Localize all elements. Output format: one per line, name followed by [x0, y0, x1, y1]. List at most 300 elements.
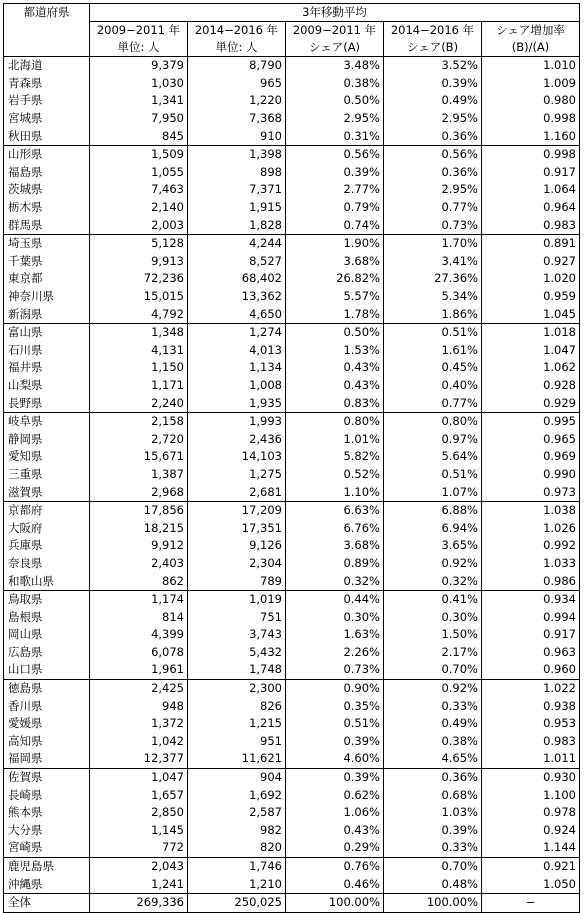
share-ratio-cell: 1.100 — [482, 786, 580, 804]
count-2009-2011-cell: 9,913 — [90, 253, 188, 271]
count-2014-2016-cell: 1,692 — [188, 786, 286, 804]
count-2014-2016-cell: 14,103 — [188, 448, 286, 466]
share-b-cell: 0.77% — [384, 394, 482, 412]
share-b-cell: 0.49% — [384, 92, 482, 110]
count-2009-2011-cell: 845 — [90, 127, 188, 145]
share-ratio-cell: 0.990 — [482, 466, 580, 484]
prefecture-cell: 宮崎県 — [4, 839, 90, 857]
share-a-cell: 5.82% — [286, 448, 384, 466]
share-a-cell: 0.79% — [286, 199, 384, 217]
table-row — [4, 750, 580, 768]
table-row — [4, 394, 580, 412]
share-b-cell: 0.70% — [384, 661, 482, 679]
prefecture-cell: 岩手県 — [4, 92, 90, 110]
count-2014-2016-cell: 982 — [188, 822, 286, 840]
share-a-cell: 26.82% — [286, 270, 384, 288]
share-a-cell: 0.39% — [286, 733, 384, 751]
share-b-cell: 1.03% — [384, 804, 482, 822]
prefecture-cell: 新潟県 — [4, 305, 90, 323]
share-ratio-cell: 1.010 — [482, 57, 580, 75]
table-row — [4, 626, 580, 644]
prefecture-cell: 青森県 — [4, 75, 90, 93]
count-2009-2011-cell: 2,240 — [90, 394, 188, 412]
share-ratio-cell: 0.980 — [482, 92, 580, 110]
share-ratio-cell: 0.960 — [482, 661, 580, 679]
table-row — [4, 145, 580, 163]
share-b-cell: 0.48% — [384, 875, 482, 893]
share-ratio-cell: 0.965 — [482, 430, 580, 448]
header-col-3-line1: 2009−2011 年 — [286, 22, 384, 40]
share-b-cell: 0.51% — [384, 323, 482, 341]
count-2014-2016-cell: 2,436 — [188, 430, 286, 448]
table-row — [4, 216, 580, 234]
count-2014-2016-cell: 8,527 — [188, 253, 286, 271]
count-2009-2011-cell: 1,055 — [90, 164, 188, 182]
count-2014-2016-cell: 1,748 — [188, 661, 286, 679]
prefecture-cell: 滋賀県 — [4, 483, 90, 501]
count-2014-2016-cell: 1,398 — [188, 145, 286, 163]
table-row — [4, 715, 580, 733]
count-2009-2011-cell: 2,158 — [90, 412, 188, 430]
prefecture-cell: 長崎県 — [4, 786, 90, 804]
share-b-cell: 1.50% — [384, 626, 482, 644]
table-row — [4, 519, 580, 537]
share-b-cell: 0.45% — [384, 359, 482, 377]
share-ratio-cell: 0.998 — [482, 145, 580, 163]
count-2014-2016-cell: 5,432 — [188, 644, 286, 662]
share-a-cell: 0.50% — [286, 92, 384, 110]
prefecture-cell: 和歌山県 — [4, 572, 90, 590]
share-ratio-cell: 1.144 — [482, 839, 580, 857]
share-a-cell: 0.38% — [286, 75, 384, 93]
count-2014-2016-cell: 1,828 — [188, 216, 286, 234]
total-prefecture-cell: 全体 — [4, 893, 90, 912]
share-a-cell: 0.76% — [286, 857, 384, 875]
share-b-cell: 0.36% — [384, 768, 482, 786]
count-2009-2011-cell: 1,042 — [90, 733, 188, 751]
count-2009-2011-cell: 9,912 — [90, 537, 188, 555]
share-a-cell: 1.63% — [286, 626, 384, 644]
share-ratio-cell: 1.047 — [482, 342, 580, 360]
prefecture-cell: 沖縄県 — [4, 875, 90, 893]
table-row — [4, 288, 580, 306]
share-a-cell: 0.74% — [286, 216, 384, 234]
count-2014-2016-cell: 898 — [188, 164, 286, 182]
table-row — [4, 608, 580, 626]
count-2014-2016-cell: 965 — [188, 75, 286, 93]
prefecture-cell: 富山県 — [4, 323, 90, 341]
header-prefecture: 都道府県 — [4, 4, 90, 57]
share-ratio-cell: 1.050 — [482, 875, 580, 893]
share-ratio-cell: 0.917 — [482, 626, 580, 644]
share-ratio-cell: 0.929 — [482, 394, 580, 412]
share-a-cell: 2.95% — [286, 110, 384, 128]
prefecture-cell: 香川県 — [4, 697, 90, 715]
table-row — [4, 110, 580, 128]
share-b-cell: 0.33% — [384, 839, 482, 857]
table-row — [4, 679, 580, 697]
header-col-4-line1: 2014−2016 年 — [384, 22, 482, 40]
header-col-3-line2: シェア(A) — [286, 39, 384, 57]
table-row — [4, 412, 580, 430]
share-b-cell: 0.39% — [384, 75, 482, 93]
share-b-cell: 0.51% — [384, 466, 482, 484]
prefecture-cell: 高知県 — [4, 733, 90, 751]
table-row — [4, 555, 580, 573]
prefecture-cell: 岡山県 — [4, 626, 90, 644]
count-2014-2016-cell: 4,013 — [188, 342, 286, 360]
prefecture-cell: 秋田県 — [4, 127, 90, 145]
table-row — [4, 875, 580, 893]
prefecture-cell: 茨城県 — [4, 181, 90, 199]
prefecture-cell: 北海道 — [4, 57, 90, 75]
count-2014-2016-cell: 2,304 — [188, 555, 286, 573]
share-a-cell: 1.90% — [286, 234, 384, 252]
table-row — [4, 644, 580, 662]
count-2009-2011-cell: 1,348 — [90, 323, 188, 341]
count-2009-2011-cell: 1,030 — [90, 75, 188, 93]
table-row — [4, 768, 580, 786]
share-ratio-cell: 1.026 — [482, 519, 580, 537]
share-ratio-cell: 0.983 — [482, 216, 580, 234]
table-row — [4, 786, 580, 804]
count-2014-2016-cell: 1,008 — [188, 377, 286, 395]
table-row — [4, 697, 580, 715]
prefecture-cell: 長野県 — [4, 394, 90, 412]
share-b-cell: 0.41% — [384, 590, 482, 608]
share-ratio-cell: 1.018 — [482, 323, 580, 341]
share-a-cell: 3.68% — [286, 253, 384, 271]
count-2009-2011-cell: 2,425 — [90, 679, 188, 697]
prefecture-cell: 鹿児島県 — [4, 857, 90, 875]
share-ratio-cell: 0.998 — [482, 110, 580, 128]
header-col-5-line1: シェア増加率 — [482, 22, 580, 40]
share-ratio-cell: 0.928 — [482, 377, 580, 395]
count-2009-2011-cell: 15,015 — [90, 288, 188, 306]
share-a-cell: 0.89% — [286, 555, 384, 573]
count-2009-2011-cell: 1,145 — [90, 822, 188, 840]
prefecture-cell: 山形県 — [4, 145, 90, 163]
table-row — [4, 75, 580, 93]
share-a-cell: 0.43% — [286, 359, 384, 377]
count-2009-2011-cell: 1,657 — [90, 786, 188, 804]
share-ratio-cell: 0.917 — [482, 164, 580, 182]
share-b-cell: 1.86% — [384, 305, 482, 323]
count-2009-2011-cell: 1,509 — [90, 145, 188, 163]
share-b-cell: 1.61% — [384, 342, 482, 360]
table-row — [4, 839, 580, 857]
share-b-cell: 0.33% — [384, 697, 482, 715]
total-share-a-cell: 100.00% — [286, 893, 384, 912]
count-2014-2016-cell: 904 — [188, 768, 286, 786]
table-row — [4, 572, 580, 590]
share-b-cell: 0.30% — [384, 608, 482, 626]
share-b-cell: 3.65% — [384, 537, 482, 555]
share-ratio-cell: 1.020 — [482, 270, 580, 288]
prefecture-share-table — [3, 3, 580, 913]
count-2009-2011-cell: 814 — [90, 608, 188, 626]
prefecture-cell: 宮城県 — [4, 110, 90, 128]
count-2009-2011-cell: 1,961 — [90, 661, 188, 679]
prefecture-cell: 福島県 — [4, 164, 90, 182]
count-2014-2016-cell: 3,743 — [188, 626, 286, 644]
table-row — [4, 92, 580, 110]
prefecture-cell: 東京都 — [4, 270, 90, 288]
share-b-cell: 0.68% — [384, 786, 482, 804]
share-a-cell: 0.44% — [286, 590, 384, 608]
share-ratio-cell: 0.994 — [482, 608, 580, 626]
header-col-1-line1: 2009−2011 年 — [90, 22, 188, 40]
count-2014-2016-cell: 1,746 — [188, 857, 286, 875]
count-2009-2011-cell: 6,078 — [90, 644, 188, 662]
count-2009-2011-cell: 1,341 — [90, 92, 188, 110]
prefecture-cell: 福岡県 — [4, 750, 90, 768]
share-a-cell: 6.76% — [286, 519, 384, 537]
count-2009-2011-cell: 2,043 — [90, 857, 188, 875]
share-a-cell: 0.43% — [286, 822, 384, 840]
count-2009-2011-cell: 1,174 — [90, 590, 188, 608]
count-2009-2011-cell: 1,241 — [90, 875, 188, 893]
count-2014-2016-cell: 951 — [188, 733, 286, 751]
share-b-cell: 2.95% — [384, 181, 482, 199]
total-count-2009-2011-cell: 269,336 — [90, 893, 188, 912]
count-2014-2016-cell: 820 — [188, 839, 286, 857]
count-2014-2016-cell: 17,209 — [188, 501, 286, 519]
share-a-cell: 4.60% — [286, 750, 384, 768]
share-b-cell: 0.36% — [384, 164, 482, 182]
share-ratio-cell: 0.924 — [482, 822, 580, 840]
share-b-cell: 0.92% — [384, 555, 482, 573]
share-ratio-cell: 0.964 — [482, 199, 580, 217]
share-a-cell: 5.57% — [286, 288, 384, 306]
share-a-cell: 1.78% — [286, 305, 384, 323]
count-2014-2016-cell: 1,210 — [188, 875, 286, 893]
header-moving-average: 3年移動平均 — [90, 4, 580, 22]
table-header — [4, 4, 580, 57]
share-ratio-cell: 0.938 — [482, 697, 580, 715]
count-2009-2011-cell: 772 — [90, 839, 188, 857]
share-ratio-cell: 1.062 — [482, 359, 580, 377]
share-b-cell: 0.56% — [384, 145, 482, 163]
table-row — [4, 733, 580, 751]
prefecture-cell: 石川県 — [4, 342, 90, 360]
prefecture-cell: 栃木県 — [4, 199, 90, 217]
table-row — [4, 234, 580, 252]
table-row — [4, 57, 580, 75]
prefecture-cell: 静岡県 — [4, 430, 90, 448]
share-a-cell: 0.46% — [286, 875, 384, 893]
count-2009-2011-cell: 1,171 — [90, 377, 188, 395]
table-row — [4, 590, 580, 608]
share-a-cell: 1.10% — [286, 483, 384, 501]
table-row — [4, 359, 580, 377]
count-2014-2016-cell: 68,402 — [188, 270, 286, 288]
count-2009-2011-cell: 15,671 — [90, 448, 188, 466]
total-share-ratio-cell: − — [482, 893, 580, 912]
table-row — [4, 822, 580, 840]
share-b-cell: 5.64% — [384, 448, 482, 466]
prefecture-cell: 神奈川県 — [4, 288, 90, 306]
share-b-cell: 3.41% — [384, 253, 482, 271]
share-b-cell: 0.70% — [384, 857, 482, 875]
share-a-cell: 0.35% — [286, 697, 384, 715]
count-2014-2016-cell: 1,935 — [188, 394, 286, 412]
table-row — [4, 342, 580, 360]
share-a-cell: 0.62% — [286, 786, 384, 804]
table-row — [4, 661, 580, 679]
prefecture-cell: 島根県 — [4, 608, 90, 626]
share-a-cell: 1.53% — [286, 342, 384, 360]
share-a-cell: 0.73% — [286, 661, 384, 679]
count-2009-2011-cell: 4,399 — [90, 626, 188, 644]
prefecture-cell: 愛知県 — [4, 448, 90, 466]
share-b-cell: 1.07% — [384, 483, 482, 501]
count-2014-2016-cell: 789 — [188, 572, 286, 590]
share-ratio-cell: 0.978 — [482, 804, 580, 822]
prefecture-cell: 千葉県 — [4, 253, 90, 271]
prefecture-cell: 京都府 — [4, 501, 90, 519]
prefecture-cell: 岐阜県 — [4, 412, 90, 430]
share-ratio-cell: 0.969 — [482, 448, 580, 466]
count-2009-2011-cell: 72,236 — [90, 270, 188, 288]
count-2014-2016-cell: 1,915 — [188, 199, 286, 217]
share-a-cell: 0.29% — [286, 839, 384, 857]
share-ratio-cell: 1.011 — [482, 750, 580, 768]
count-2009-2011-cell: 2,720 — [90, 430, 188, 448]
table-row — [4, 253, 580, 271]
header-col-2-line1: 2014−2016 年 — [188, 22, 286, 40]
count-2009-2011-cell: 4,131 — [90, 342, 188, 360]
table-row — [4, 323, 580, 341]
share-a-cell: 0.43% — [286, 377, 384, 395]
share-b-cell: 0.80% — [384, 412, 482, 430]
prefecture-cell: 兵庫県 — [4, 537, 90, 555]
share-a-cell: 0.32% — [286, 572, 384, 590]
total-row — [4, 893, 580, 912]
count-2014-2016-cell: 1,134 — [188, 359, 286, 377]
count-2014-2016-cell: 826 — [188, 697, 286, 715]
header-col-1-line2: 単位: 人 — [90, 39, 188, 57]
share-a-cell: 0.83% — [286, 394, 384, 412]
count-2009-2011-cell: 7,463 — [90, 181, 188, 199]
prefecture-cell: 山口県 — [4, 661, 90, 679]
share-a-cell: 1.06% — [286, 804, 384, 822]
share-ratio-cell: 1.022 — [482, 679, 580, 697]
share-b-cell: 27.36% — [384, 270, 482, 288]
share-ratio-cell: 0.921 — [482, 857, 580, 875]
table-row — [4, 804, 580, 822]
table-row — [4, 857, 580, 875]
count-2014-2016-cell: 9,126 — [188, 537, 286, 555]
count-2014-2016-cell: 4,244 — [188, 234, 286, 252]
count-2009-2011-cell: 18,215 — [90, 519, 188, 537]
share-b-cell: 3.52% — [384, 57, 482, 75]
count-2014-2016-cell: 7,371 — [188, 181, 286, 199]
count-2014-2016-cell: 8,790 — [188, 57, 286, 75]
share-a-cell: 0.39% — [286, 768, 384, 786]
share-ratio-cell: 0.995 — [482, 412, 580, 430]
share-a-cell: 0.50% — [286, 323, 384, 341]
count-2014-2016-cell: 2,300 — [188, 679, 286, 697]
count-2009-2011-cell: 5,128 — [90, 234, 188, 252]
table-row — [4, 430, 580, 448]
total-share-b-cell: 100.00% — [384, 893, 482, 912]
count-2014-2016-cell: 1,274 — [188, 323, 286, 341]
table-row — [4, 181, 580, 199]
share-ratio-cell: 0.959 — [482, 288, 580, 306]
prefecture-cell: 埼玉県 — [4, 234, 90, 252]
share-b-cell: 5.34% — [384, 288, 482, 306]
prefecture-cell: 三重県 — [4, 466, 90, 484]
count-2014-2016-cell: 7,368 — [188, 110, 286, 128]
count-2009-2011-cell: 7,950 — [90, 110, 188, 128]
share-ratio-cell: 0.973 — [482, 483, 580, 501]
prefecture-cell: 奈良県 — [4, 555, 90, 573]
share-b-cell: 0.49% — [384, 715, 482, 733]
table-body — [4, 57, 580, 913]
prefecture-cell: 愛媛県 — [4, 715, 90, 733]
count-2009-2011-cell: 17,856 — [90, 501, 188, 519]
prefecture-cell: 鳥取県 — [4, 590, 90, 608]
share-b-cell: 0.77% — [384, 199, 482, 217]
share-a-cell: 0.51% — [286, 715, 384, 733]
share-b-cell: 2.95% — [384, 110, 482, 128]
share-a-cell: 2.77% — [286, 181, 384, 199]
table-row — [4, 127, 580, 145]
count-2009-2011-cell: 2,140 — [90, 199, 188, 217]
count-2014-2016-cell: 13,362 — [188, 288, 286, 306]
count-2014-2016-cell: 1,993 — [188, 412, 286, 430]
share-b-cell: 0.32% — [384, 572, 482, 590]
share-a-cell: 0.52% — [286, 466, 384, 484]
share-b-cell: 0.39% — [384, 822, 482, 840]
count-2014-2016-cell: 2,587 — [188, 804, 286, 822]
count-2009-2011-cell: 1,047 — [90, 768, 188, 786]
count-2014-2016-cell: 2,681 — [188, 483, 286, 501]
count-2009-2011-cell: 862 — [90, 572, 188, 590]
share-ratio-cell: 1.033 — [482, 555, 580, 573]
prefecture-cell: 群馬県 — [4, 216, 90, 234]
share-a-cell: 3.48% — [286, 57, 384, 75]
share-b-cell: 0.92% — [384, 679, 482, 697]
count-2014-2016-cell: 1,019 — [188, 590, 286, 608]
count-2014-2016-cell: 11,621 — [188, 750, 286, 768]
count-2009-2011-cell: 1,150 — [90, 359, 188, 377]
table-row — [4, 305, 580, 323]
share-ratio-cell: 1.045 — [482, 305, 580, 323]
prefecture-cell: 大分県 — [4, 822, 90, 840]
count-2009-2011-cell: 1,387 — [90, 466, 188, 484]
count-2009-2011-cell: 2,850 — [90, 804, 188, 822]
prefecture-cell: 大阪府 — [4, 519, 90, 537]
share-ratio-cell: 0.891 — [482, 234, 580, 252]
share-a-cell: 0.80% — [286, 412, 384, 430]
share-ratio-cell: 0.930 — [482, 768, 580, 786]
share-b-cell: 0.40% — [384, 377, 482, 395]
share-a-cell: 0.30% — [286, 608, 384, 626]
count-2009-2011-cell: 948 — [90, 697, 188, 715]
count-2009-2011-cell: 12,377 — [90, 750, 188, 768]
prefecture-cell: 山梨県 — [4, 377, 90, 395]
share-a-cell: 0.31% — [286, 127, 384, 145]
header-col-5-line2: (B)/(A) — [482, 39, 580, 57]
share-ratio-cell: 0.953 — [482, 715, 580, 733]
share-a-cell: 0.39% — [286, 164, 384, 182]
share-ratio-cell: 1.064 — [482, 181, 580, 199]
table-container — [3, 3, 580, 913]
table-row — [4, 377, 580, 395]
share-ratio-cell: 0.992 — [482, 537, 580, 555]
